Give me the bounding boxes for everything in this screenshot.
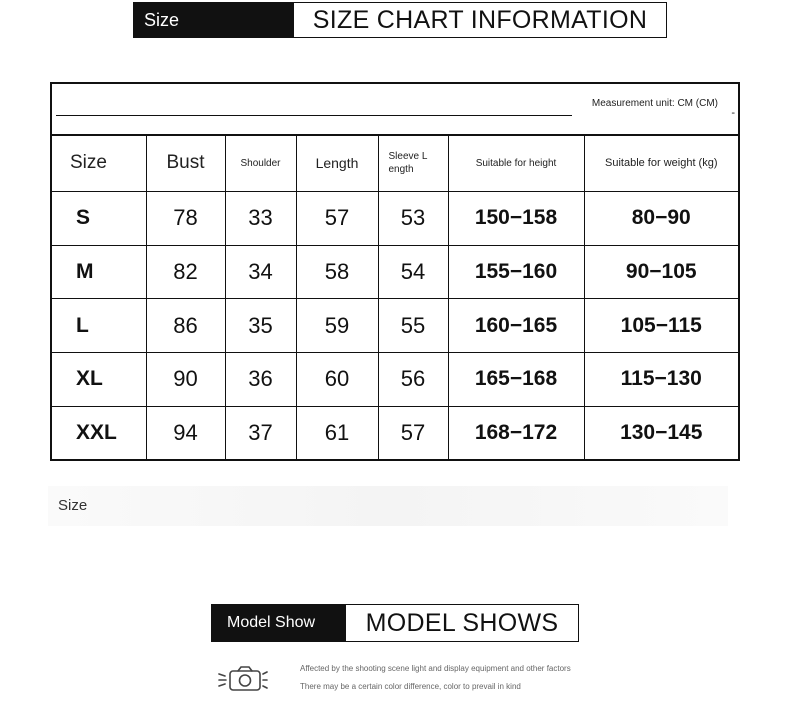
banner-title: SIZE CHART INFORMATION (312, 5, 648, 34)
cell-length: 61 (296, 406, 378, 459)
cell-sleeve-length: 54 (378, 245, 448, 299)
cell-bust: 90 (146, 353, 225, 407)
divider-line (56, 115, 572, 116)
size-chart-banner (133, 2, 667, 38)
cell-weight: 115−130 (584, 353, 738, 407)
notice-line-1: Affected by the shooting scene light and display equipment and other factors (300, 664, 571, 673)
cell-shoulder: 36 (225, 353, 296, 407)
camera-icon (218, 664, 268, 694)
size-strip (48, 486, 728, 526)
cell-bust: 82 (146, 245, 225, 299)
cell-size: S (52, 192, 146, 246)
unit-row (52, 84, 738, 136)
cell-weight: 80−90 (584, 192, 738, 246)
size-table (50, 82, 740, 461)
cell-weight: 90−105 (584, 245, 738, 299)
column-header-shoulder: Shoulder (225, 135, 296, 192)
cell-size: XL (52, 353, 146, 407)
unit-tick: - (731, 107, 735, 119)
cell-height: 155−160 (448, 245, 584, 299)
cell-bust: 78 (146, 192, 225, 246)
size-grid (52, 134, 738, 459)
cell-sleeve-length: 53 (378, 192, 448, 246)
color-notice (218, 660, 578, 700)
cell-size: XXL (52, 406, 146, 459)
cell-shoulder: 37 (225, 406, 296, 459)
cell-sleeve-length: 56 (378, 353, 448, 407)
column-header-length: Length (296, 135, 378, 192)
cell-weight: 130−145 (584, 406, 738, 459)
size-strip-label: Size (58, 497, 88, 514)
cell-length: 57 (296, 192, 378, 246)
model-banner-tag: Model Show (212, 605, 346, 641)
model-show-banner (211, 604, 579, 642)
cell-bust: 86 (146, 299, 225, 353)
table-row (52, 192, 738, 246)
table-header-row (52, 135, 738, 192)
cell-size: M (52, 245, 146, 299)
cell-length: 59 (296, 299, 378, 353)
cell-sleeve-length: 55 (378, 299, 448, 353)
cell-length: 60 (296, 353, 378, 407)
cell-bust: 94 (146, 406, 225, 459)
cell-height: 160−165 (448, 299, 584, 353)
cell-size: L (52, 299, 146, 353)
column-header-weight: Suitable for weight (kg) (584, 135, 738, 192)
column-header-bust: Bust (146, 135, 225, 192)
table-row (52, 353, 738, 407)
cell-weight: 105−115 (584, 299, 738, 353)
table-row (52, 245, 738, 299)
cell-shoulder: 33 (225, 192, 296, 246)
column-header-size: Size (52, 135, 146, 192)
notice-line-2: There may be a certain color difference, color to prevail in kind (300, 682, 521, 691)
table-row (52, 299, 738, 353)
cell-shoulder: 35 (225, 299, 296, 353)
column-header-sleeve-length: Sleeve L ength (378, 135, 448, 192)
cell-length: 58 (296, 245, 378, 299)
model-banner-title: MODEL SHOWS (365, 608, 559, 637)
cell-height: 150−158 (448, 192, 584, 246)
cell-height: 165−168 (448, 353, 584, 407)
table-row (52, 406, 738, 459)
column-header-height: Suitable for height (448, 135, 584, 192)
cell-height: 168−172 (448, 406, 584, 459)
banner-tag: Size (134, 3, 294, 37)
measurement-unit-note: Measurement unit: CM (CM) (591, 98, 718, 109)
cell-shoulder: 34 (225, 245, 296, 299)
cell-sleeve-length: 57 (378, 406, 448, 459)
